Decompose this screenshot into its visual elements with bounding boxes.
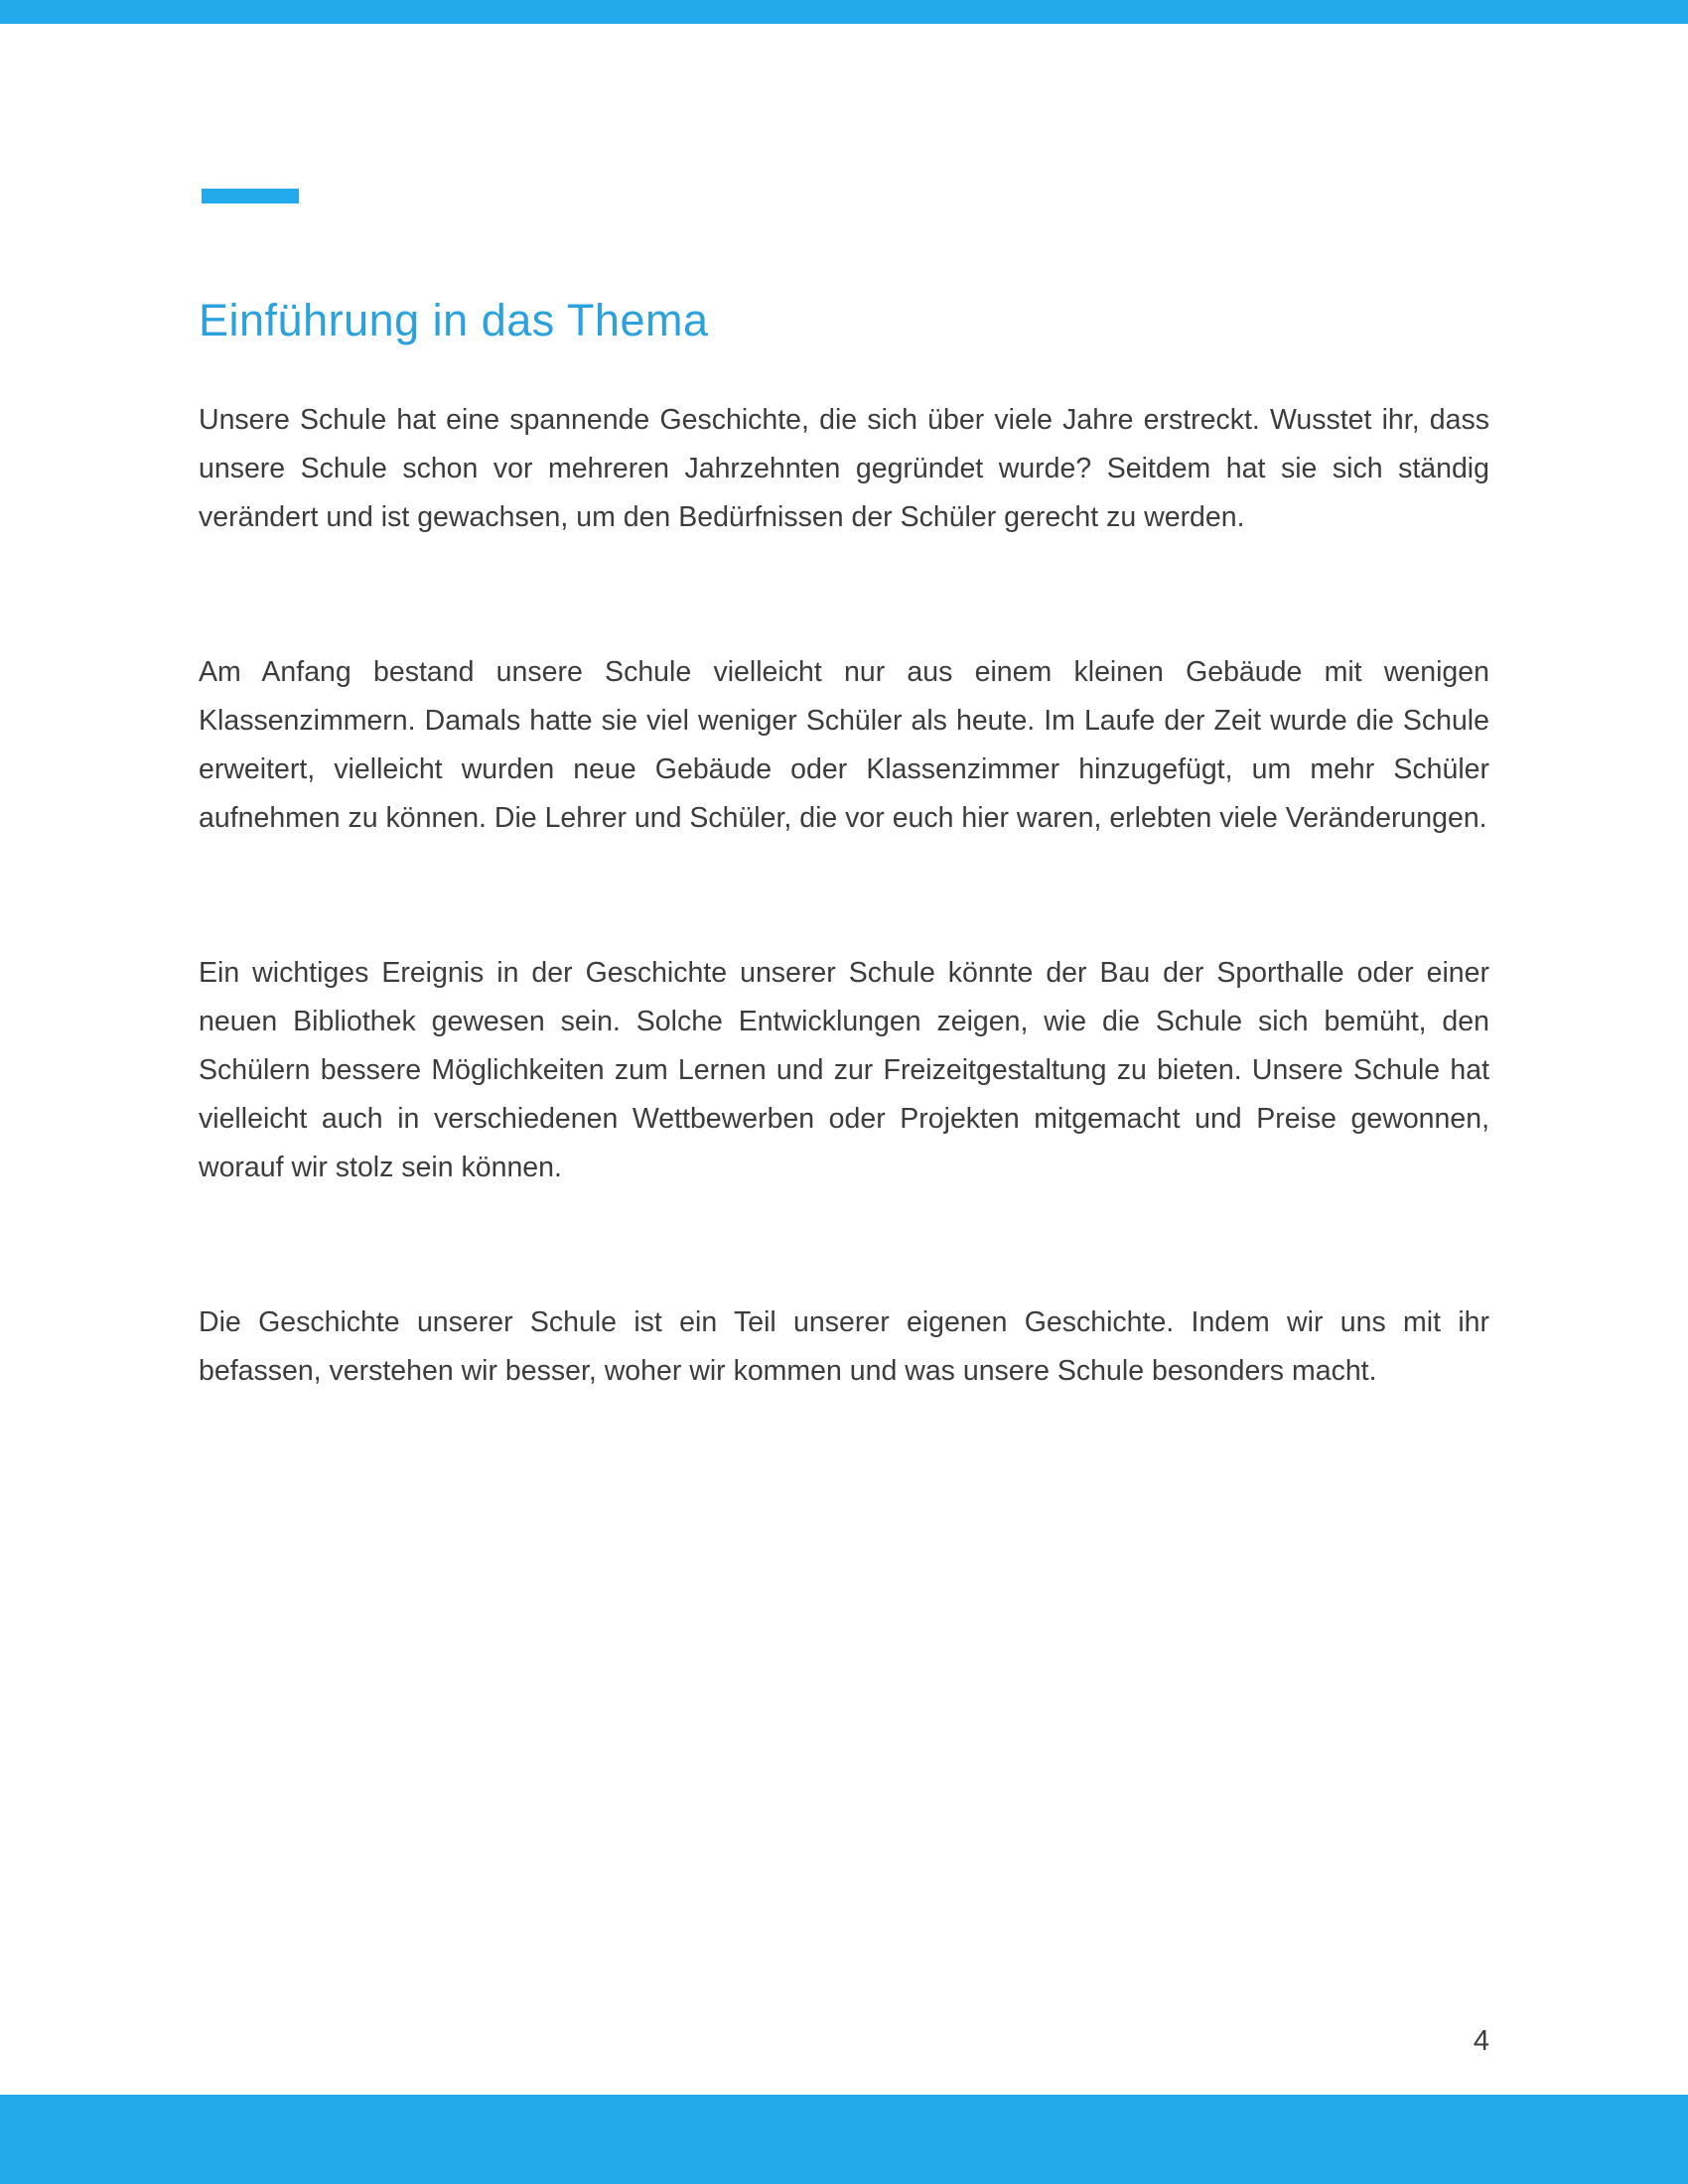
body-paragraph-1: Unsere Schule hat eine spannende Geschichte, die sich über viele Jahre erstreckt. Wusstet ihr, dass unsere Schule schon vor mehreren Jahrzehnten gegründet wurde? Seitdem hat sie sich ständig verändert und ist gewachsen, um den Bedürfnissen der Schüler gerecht zu werden.	[199, 404, 1489, 533]
body-paragraph-4: Die Geschichte unserer Schule ist ein Teil unserer eigenen Geschichte. Indem wir uns mit ihr befassen, verstehen wir besser, woher wir kommen und was unsere Schule besonders macht.	[199, 1306, 1489, 1387]
body-paragraph-3: Ein wichtiges Ereignis in der Geschichte unserer Schule könnte der Bau der Sporthalle oder einer neuen Bibliothek gewesen sein. Solche Entwicklungen zeigen, wie die Schule sich bemüht, den Schülern bessere Möglichkeiten zum Lernen und zur Freizeitgestaltung zu bieten. Unsere Schule hat vielleicht auch in verschiedenen Wettbewerben oder Projekten mitgemacht und Preise gewonnen, worauf wir stolz sein können.	[199, 957, 1489, 1183]
section-accent-rectangle	[202, 189, 299, 204]
body-paragraph-2: Am Anfang bestand unsere Schule vielleicht nur aus einem kleinen Gebäude mit wenigen Klassenzimmern. Damals hatte sie viel weniger Schüler als heute. Im Laufe der Zeit wurde die Schule erweitert, vielleicht wurden neue Gebäude oder Klassenzimmer hinzugefügt, um mehr Schüler aufnehmen zu können. Die Lehrer und Schüler, die vor euch hier waren, erlebten viele Veränderungen.	[199, 656, 1489, 834]
section-heading: Einführung in das Thema	[199, 295, 709, 345]
page-number: 4	[1473, 2025, 1489, 2057]
page-content	[199, 295, 1489, 1396]
top-accent-bar	[0, 0, 1688, 24]
bottom-accent-bar	[0, 2095, 1688, 2184]
